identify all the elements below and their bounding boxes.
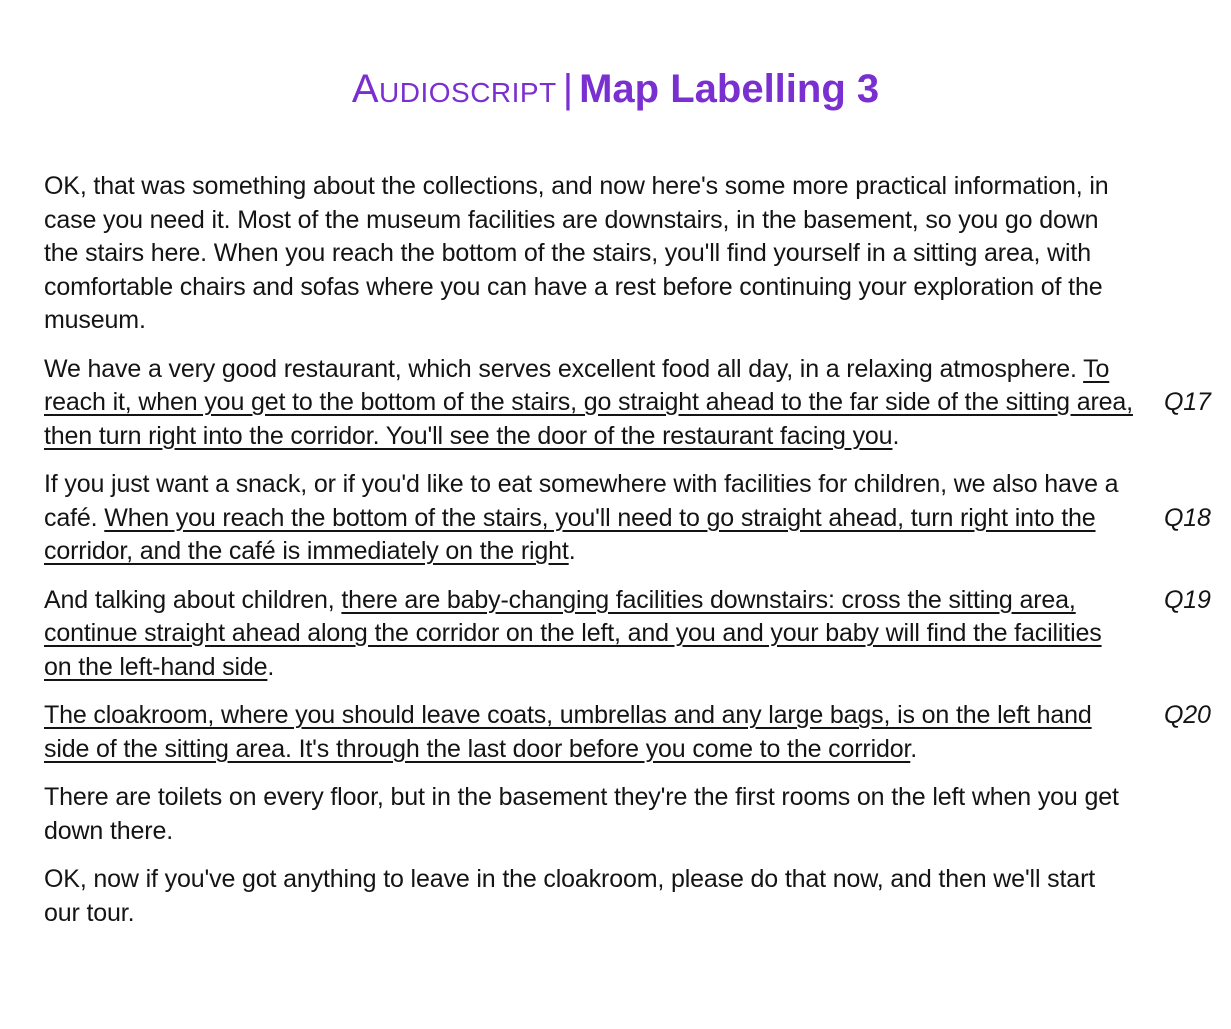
title-separator: | [562,67,574,111]
paragraph-end: . [910,734,918,763]
paragraph-text: There are toilets on every floor, but in the basement they're the first rooms on the left when you get down there. [44,783,1119,845]
paragraph-text: If you just want a snack, or if you'd like to eat somewhere with facilities for children, we also have a café. [44,470,1119,532]
paragraph-end: . [568,537,576,565]
question-label-q19: Q19 [1164,585,1211,614]
answer-text-q18: When you reach the bottom of the stairs, you'll need to go straight ahead, turn right into the corridor, and the café is immediately on the right [44,503,1096,565]
transcript-body [44,170,1211,945]
paragraph-end: . [892,421,900,450]
paragraph-text: OK, now if you've got anything to leave in the cloakroom, please do that now, and then we'll start our tour. [44,865,1096,927]
paragraph-cafe [44,468,1211,569]
page-title [0,66,1231,112]
paragraph-baby-changing [44,584,1211,685]
answer-text-q19: there are baby-changing facilities downstairs: cross the sitting area, continue straight ahead along the corridor on the left, and you and your baby will find the facilities on the left-hand side [44,585,1102,681]
answer-text-q17: To reach it, when you get to the bottom of the stairs, go straight ahead to the far side of the sitting area, then turn right into the corridor. You'll see the door of the restaurant facing you [44,354,1133,450]
paragraph-closing [44,863,1134,930]
title-kicker: Audioscript [351,67,557,111]
question-label-q17: Q17 [1164,388,1211,416]
paragraph-end: . [267,652,275,681]
paragraph-text: We have a very good restaurant, which serves excellent food all day, in a relaxing atmosphere. [44,354,1084,383]
paragraph-text: OK, that was something about the collections, and now here's some more practical information, in case you need it. Most of the museum facilities are downstairs, in the basement, so you go down the stairs here. When you reach the bottom of the stairs, you'll find yourself in a sitting area, with comfortable chairs and sofas where you can have a rest before continuing your exploration of the museum. [44,172,1109,334]
question-label-q18: Q18 [1164,503,1211,532]
paragraph-practical-info [44,170,1124,338]
paragraph-restaurant [44,353,1211,454]
title-main: Map Labelling 3 [579,67,880,111]
paragraph-text: And talking about children, [44,585,342,614]
paragraph-toilets [44,781,1124,848]
answer-text-q20: The cloakroom, where you should leave coats, umbrellas and any large bags, is on the left hand side of the sitting area. It's through the last door before you come to the corridor [44,701,1092,763]
question-label-q20: Q20 [1164,701,1211,729]
paragraph-cloakroom [44,699,1211,766]
